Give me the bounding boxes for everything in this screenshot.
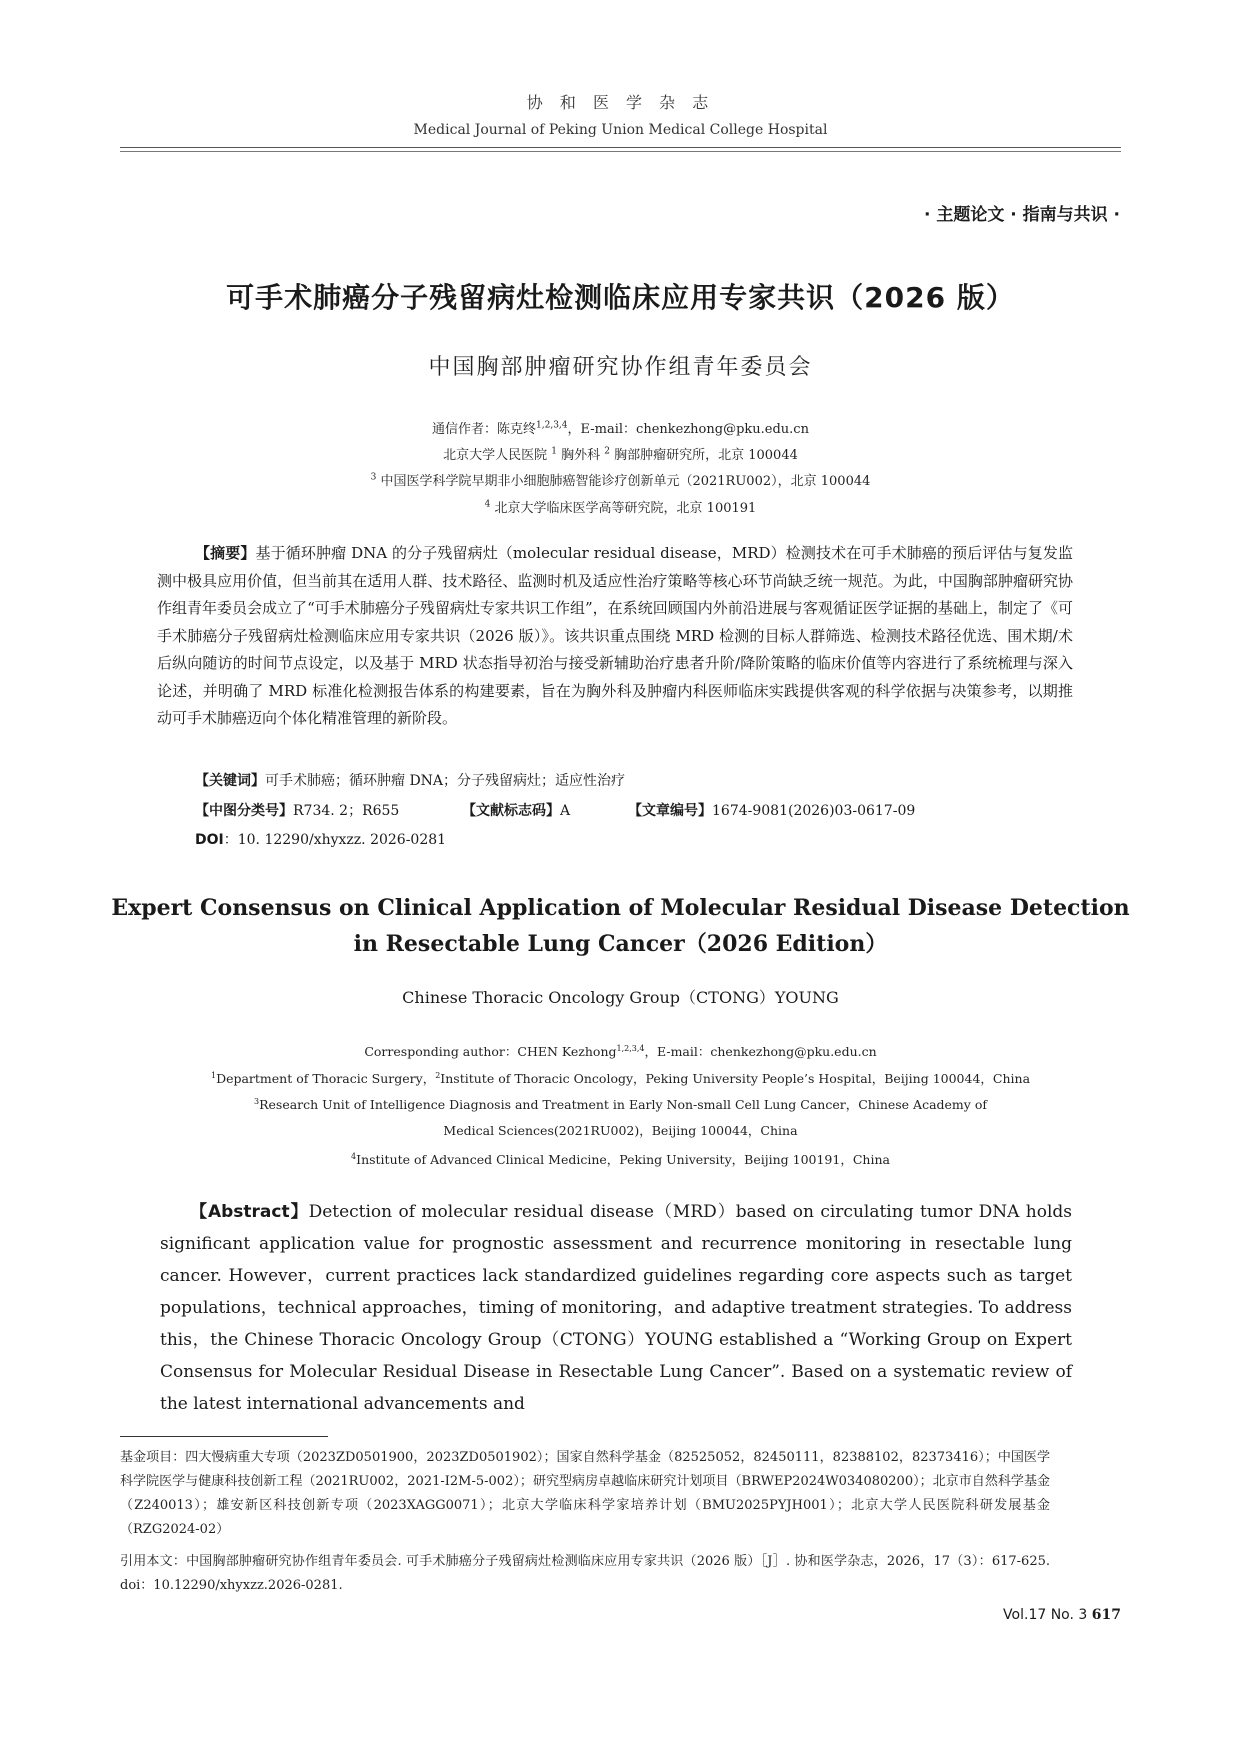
author-group-en: Chinese Thoracic Oncology Group（CTONG）YOUNG (402, 988, 839, 1007)
abstract-en: 【Abstract】Detection of molecular residual disease（MRD）based on circulating tumor DNA holds significant application value for prognostic assessment and recurrence monitoring in resectable lung cancer. However，current practices lack standardized guidelines regarding core aspects such as target populations，technical approaches，timing of monitoring，and adaptive treatment strategies. To address this，the Chinese Thoracic Oncology Group（CTONG）YOUNG established a “Working Group on Expert Consensus for Molecular Residual Disease in Resectable Lung Cancer”. Based on a systematic review of the latest international advancements and (160, 1202, 1072, 1414)
affiliation-cn-2: $^3$ 中国医学科学院早期非小细胞肺癌智能诊疗创新单元（2021RU002），北京 100044 (370, 472, 871, 489)
affiliation-en-1: $^1$Department of Thoracic Surgery，$^2$Institute of Thoracic Oncology，Peking University People’s Hospital，Beijing 100044，China (210, 1070, 1031, 1086)
funding-footnote: 基金项目：四大慢病重大专项（2023ZD0501900，2023ZD0501902）；国家自然科学基金（82525052，82450111，82388102，82373416）；中国医学科学院医学与健康科技创新工程（2021RU002，2021-I2M-5-002）；研究型病房卓越临床研究计划项目（BRWEP2024W034080200）；北京市自然科学基金（Z240013）；雄安新区科技创新专项（2023XAGG0071）；北京大学临床科学家培养计划（BMU2025PYJH001）；北京大学人民医院科研发展基金（RZG2024-02） (120, 1450, 1050, 1537)
author-group-cn: 中国胸部肿瘤研究协作组青年委员会 (428, 355, 813, 380)
correspondence-cn: 通信作者：陈克终$^{1,2,3,4}$，E-mail：chenkezhong@pku.edu.cn (432, 420, 809, 437)
affiliation-en-4: $^4$Institute of Advanced Clinical Medicine，Peking University，Beijing 100191，China (351, 1151, 890, 1167)
doi: DOI：10. 12290/xhyxzz. 2026-0281 (195, 832, 447, 848)
clc-number: 【中图分类号】R734. 2；R655 (195, 803, 400, 819)
document-code: 【文献标志码】A (462, 803, 571, 819)
affiliation-cn-1: 北京大学人民医院 $^1$ 胸外科 $^2$ 胸部肿瘤研究所，北京 100044 (443, 446, 798, 463)
abstract-cn: 【摘要】基于循环肿瘤 DNA 的分子残留病灶（molecular residual disease，MRD）检测技术在可手术肺癌的预后评估与复发监测中极具应用价值，但当前其在适用人群、技术路径、监测时机及适应性治疗策略等核心环节尚缺乏统一规范。为此，中国胸部肿瘤研究协作组青年委员会成立了“可手术肺癌分子残留病灶专家共识工作组”，在系统回顾国内外前沿进展与客观循证医学证据的基础上，制定了《可手术肺癌分子残留病灶检测临床应用专家共识（2026 版）》。该共识重点围绕 MRD 检测的目标人群筛选、检测技术路径优选、围术期/术后纵向随访的时间节点设定，以及基于 MRD 状态指导初治与接受新辅助治疗患者升阶/降阶策略的临床价值等内容进行了系统梳理与深入论述，并明确了 MRD 标准化检测报告体系的构建要素，旨在为胸外科及肿瘤内科医师临床实践提供客观的科学依据与决策参考，以期推动可手术肺癌迈向个体化精准管理的新阶段。 (157, 544, 1073, 727)
title-cn: 可手术肺癌分子残留病灶检测临床应用专家共识（2026 版） (226, 281, 1015, 314)
affiliation-cn-3: $^4$ 北京大学临床医学高等研究院，北京 100191 (484, 499, 757, 516)
title-en (0, 890, 1241, 962)
header-rule (120, 151, 1121, 152)
affiliation-en-3: Medical Sciences(2021RU002)，Beijing 100044，China (443, 1123, 798, 1138)
title-en-line-1: Expert Consensus on Clinical Application of Molecular Residual Disease Detection (111, 895, 1130, 921)
correspondence-en: Corresponding author：CHEN Kezhong$^{1,2,3,4}$，E-mail：chenkezhong@pku.edu.cn (364, 1043, 877, 1059)
keywords-cn: 【关键词】可手术肺癌；循环肿瘤 DNA；分子残留病灶；适应性治疗 (195, 773, 626, 789)
footnote-rule (120, 1436, 328, 1437)
page-number: 617 (1091, 1607, 1121, 1623)
journal-name-cn: 协 和 医 学 杂 志 (526, 93, 715, 112)
page-footer (1003, 1607, 1121, 1623)
title-en-line-2: in Resectable Lung Cancer（2026 Edition） (353, 931, 888, 957)
article-number: 【文章编号】1674-9081(2026)03-0617-09 (628, 803, 916, 819)
citation-footnote: 引用本文：中国胸部肿瘤研究协作组青年委员会. 可手术肺癌分子残留病灶检测临床应用专家共识（2026 版）［J］. 协和医学杂志，2026，17（3）：617-625. doi：10.12290/xhyxzz.2026-0281. (120, 1554, 1050, 1593)
journal-name-en: Medical Journal of Peking Union Medical College Hospital (413, 122, 828, 138)
affiliation-en-2: $^3$Research Unit of Intelligence Diagnosis and Treatment in Early Non-small Cell Lung Cancer，Chinese Academy of (254, 1096, 987, 1112)
header-rule (120, 147, 1121, 148)
column-tag: · 主题论文 · 指南与共识 · (923, 205, 1120, 225)
volume-issue: Vol.17 No. 3 (1003, 1607, 1092, 1623)
